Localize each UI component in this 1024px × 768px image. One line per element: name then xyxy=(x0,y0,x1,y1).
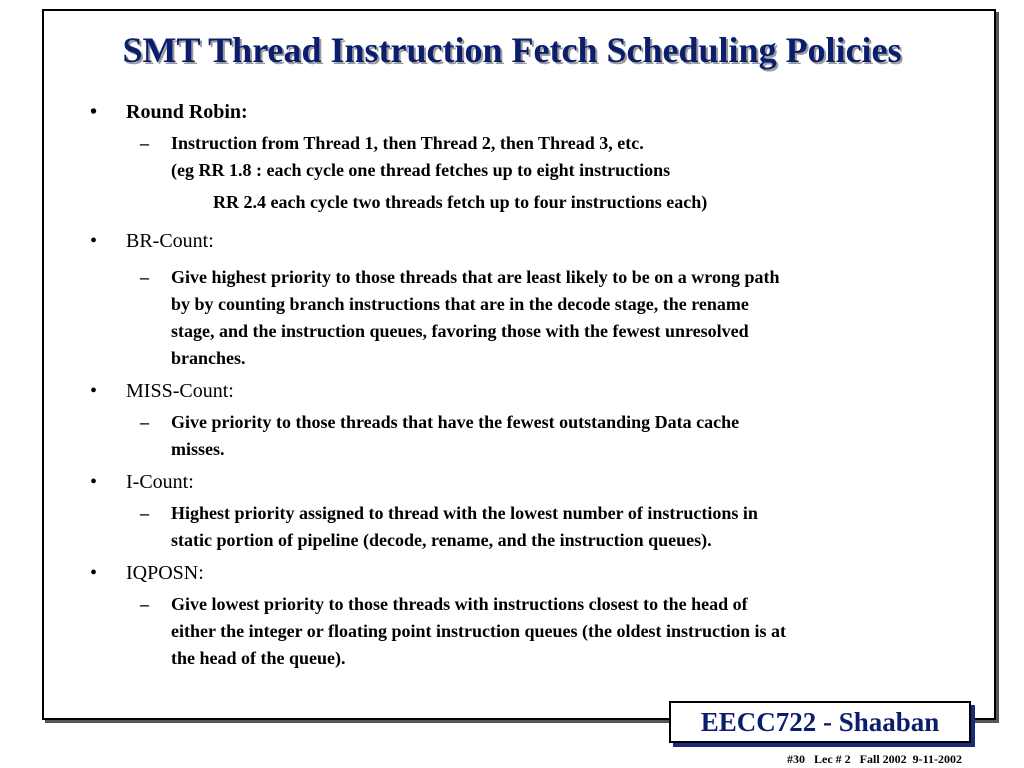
text-line: by by counting branch instructions that are in the decode stage, the rename xyxy=(171,294,749,314)
sub-item xyxy=(82,264,962,372)
bullet-heading: IQPOSN: xyxy=(126,562,204,584)
bullet-heading: BR-Count: xyxy=(126,230,214,252)
bullet-icon: • xyxy=(90,101,98,123)
bullet-heading: I-Count: xyxy=(126,471,194,493)
dash-icon: – xyxy=(140,133,149,153)
course-logo: EECC722 - Shaaban xyxy=(669,701,971,743)
text-line: Give highest priority to those threads that are least likely to be on a wrong path xyxy=(171,267,780,287)
slide-title: SMT Thread Instruction Fetch Scheduling Policies xyxy=(122,30,902,70)
bullet-icon: • xyxy=(90,471,98,493)
text-line: stage, and the instruction queues, favoring those with the fewest unresolved xyxy=(171,321,749,341)
slide-content xyxy=(82,93,962,672)
text-line: Highest priority assigned to thread with the lowest number of instructions in xyxy=(171,503,758,523)
sub-item xyxy=(82,130,962,216)
slide-footer: #30 Lec # 2 Fall 2002 9-11-2002 xyxy=(787,752,962,766)
bullet-i-count xyxy=(82,469,962,495)
text-line: either the integer or floating point instruction queues (the oldest instruction is at xyxy=(171,621,786,641)
bullet-icon: • xyxy=(90,562,98,584)
text-line: (eg RR 1.8 : each cycle one thread fetches up to eight instructions xyxy=(171,160,671,180)
sub-item xyxy=(82,409,962,463)
bullet-round-robin xyxy=(82,99,962,125)
bullet-heading: Round Robin: xyxy=(126,101,248,123)
dash-icon: – xyxy=(140,412,149,432)
bullet-miss-count xyxy=(82,378,962,404)
text-line: RR 2.4 each cycle two threads fetch up to four instructions each) xyxy=(213,192,708,212)
bullet-icon: • xyxy=(90,230,98,252)
sub-item xyxy=(82,591,962,672)
bullet-iqposn xyxy=(82,560,962,586)
text-line: misses. xyxy=(171,439,225,459)
dash-icon: – xyxy=(140,503,149,523)
dash-icon: – xyxy=(140,267,149,287)
dash-icon: – xyxy=(140,594,149,614)
bullet-heading: MISS-Count: xyxy=(126,380,234,402)
text-line: static portion of pipeline (decode, rename, and the instruction queues). xyxy=(171,530,712,550)
bullet-icon: • xyxy=(90,380,98,402)
text-line: Give priority to those threads that have the fewest outstanding Data cache xyxy=(171,412,740,432)
text-line: the head of the queue). xyxy=(171,648,346,668)
text-line: Instruction from Thread 1, then Thread 2, then Thread 3, etc. xyxy=(171,133,644,153)
text-line: branches. xyxy=(171,348,246,368)
text-line: Give lowest priority to those threads with instructions closest to the head of xyxy=(171,594,748,614)
bullet-br-count xyxy=(82,228,962,254)
sub-item xyxy=(82,500,962,554)
